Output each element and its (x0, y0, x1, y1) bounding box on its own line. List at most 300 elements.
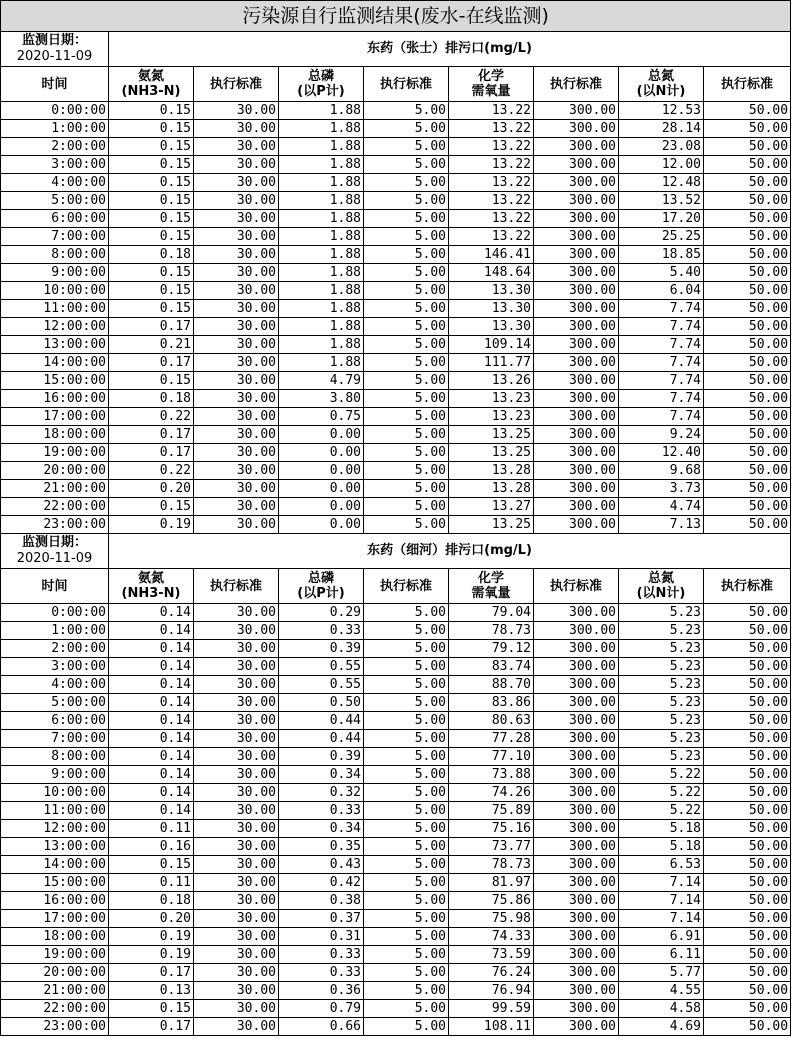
cell-total-phosphorus: 1.88 (279, 354, 364, 372)
cell-nitrogen-standard: 50.00 (704, 192, 791, 210)
cell-nitrogen-standard: 50.00 (704, 658, 791, 676)
cell-ammonia-nitrogen: 0.15 (109, 156, 194, 174)
cell-time: 14:00:00 (1, 354, 109, 372)
cell-ammonia-nitrogen: 0.20 (109, 480, 194, 498)
cell-cod-standard: 300.00 (534, 838, 619, 856)
cell-total-nitrogen: 4.58 (619, 1000, 704, 1018)
cell-cod: 109.14 (449, 336, 534, 354)
cell-nitrogen-standard: 50.00 (704, 676, 791, 694)
table-row (1, 712, 791, 730)
table-row (1, 498, 791, 516)
cell-cod-standard: 300.00 (534, 676, 619, 694)
table-row (1, 928, 791, 946)
table-row (1, 874, 791, 892)
header-cod-standard (534, 569, 619, 604)
cell-cod-standard: 300.00 (534, 282, 619, 300)
cell-phosphorus-standard: 5.00 (364, 910, 449, 928)
cell-time: 16:00:00 (1, 390, 109, 408)
cell-time: 16:00:00 (1, 892, 109, 910)
table-row (1, 120, 791, 138)
cell-time: 21:00:00 (1, 480, 109, 498)
header-total-phosphorus (279, 67, 364, 102)
cell-ammonia-nitrogen: 0.17 (109, 444, 194, 462)
cell-cod: 13.23 (449, 390, 534, 408)
cell-total-nitrogen: 5.22 (619, 766, 704, 784)
cell-nitrogen-standard: 50.00 (704, 964, 791, 982)
cell-cod: 75.86 (449, 892, 534, 910)
cell-total-phosphorus: 0.39 (279, 640, 364, 658)
header-cod (449, 569, 534, 604)
cell-total-phosphorus: 1.88 (279, 138, 364, 156)
cell-total-nitrogen: 25.25 (619, 228, 704, 246)
cell-ammonia-standard: 30.00 (194, 210, 279, 228)
cell-total-phosphorus: 0.00 (279, 462, 364, 480)
cell-ammonia-standard: 30.00 (194, 246, 279, 264)
cell-time: 13:00:00 (1, 838, 109, 856)
cell-total-nitrogen: 5.23 (619, 676, 704, 694)
cell-time: 1:00:00 (1, 120, 109, 138)
cell-total-nitrogen: 13.52 (619, 192, 704, 210)
table-row (1, 336, 791, 354)
cell-ammonia-standard: 30.00 (194, 1000, 279, 1018)
cell-ammonia-nitrogen: 0.11 (109, 874, 194, 892)
table-row (1, 282, 791, 300)
cell-cod-standard: 300.00 (534, 426, 619, 444)
cell-phosphorus-standard: 5.00 (364, 856, 449, 874)
cell-nitrogen-standard: 50.00 (704, 910, 791, 928)
cell-phosphorus-standard: 5.00 (364, 336, 449, 354)
cell-cod: 77.10 (449, 748, 534, 766)
header-total-nitrogen (619, 67, 704, 102)
cell-ammonia-standard: 30.00 (194, 910, 279, 928)
cell-cod: 79.04 (449, 604, 534, 622)
cell-phosphorus-standard: 5.00 (364, 820, 449, 838)
cell-total-phosphorus: 0.42 (279, 874, 364, 892)
cell-nitrogen-standard: 50.00 (704, 622, 791, 640)
cell-cod-standard: 300.00 (534, 604, 619, 622)
cell-total-nitrogen: 7.14 (619, 892, 704, 910)
cell-ammonia-nitrogen: 0.14 (109, 694, 194, 712)
cell-phosphorus-standard: 5.00 (364, 640, 449, 658)
cell-ammonia-standard: 30.00 (194, 426, 279, 444)
cell-nitrogen-standard: 50.00 (704, 246, 791, 264)
cell-phosphorus-standard: 5.00 (364, 156, 449, 174)
cell-ammonia-standard: 30.00 (194, 336, 279, 354)
cell-total-phosphorus: 0.00 (279, 426, 364, 444)
header-line-1: 氨氮 (137, 571, 164, 586)
cell-ammonia-nitrogen: 0.17 (109, 318, 194, 336)
cell-ammonia-standard: 30.00 (194, 694, 279, 712)
table-row (1, 640, 791, 658)
cell-ammonia-nitrogen: 0.15 (109, 282, 194, 300)
cell-total-nitrogen: 5.23 (619, 712, 704, 730)
cell-ammonia-nitrogen: 0.15 (109, 192, 194, 210)
cell-phosphorus-standard: 5.00 (364, 1000, 449, 1018)
cell-nitrogen-standard: 50.00 (704, 300, 791, 318)
cell-cod-standard: 300.00 (534, 748, 619, 766)
cell-ammonia-standard: 30.00 (194, 766, 279, 784)
header-total-nitrogen (619, 569, 704, 604)
cell-total-nitrogen: 5.22 (619, 802, 704, 820)
cell-ammonia-nitrogen: 0.13 (109, 982, 194, 1000)
cell-time: 8:00:00 (1, 748, 109, 766)
cell-total-nitrogen: 5.77 (619, 964, 704, 982)
cell-ammonia-nitrogen: 0.15 (109, 1000, 194, 1018)
cell-time: 18:00:00 (1, 426, 109, 444)
cell-ammonia-nitrogen: 0.22 (109, 408, 194, 426)
header-ammonia-nitrogen (109, 67, 194, 102)
cell-nitrogen-standard: 50.00 (704, 604, 791, 622)
cell-nitrogen-standard: 50.00 (704, 640, 791, 658)
cell-phosphorus-standard: 5.00 (364, 676, 449, 694)
cell-time: 2:00:00 (1, 138, 109, 156)
cell-total-nitrogen: 12.40 (619, 444, 704, 462)
cell-nitrogen-standard: 50.00 (704, 766, 791, 784)
cell-phosphorus-standard: 5.00 (364, 946, 449, 964)
cell-ammonia-standard: 30.00 (194, 228, 279, 246)
cell-phosphorus-standard: 5.00 (364, 604, 449, 622)
header-time (1, 67, 109, 102)
monitoring-date (1, 32, 109, 67)
header-line-1: 执行标准 (379, 76, 432, 92)
cell-cod-standard: 300.00 (534, 658, 619, 676)
cell-ammonia-standard: 30.00 (194, 264, 279, 282)
outlet-name: 东药（细河）排污口(mg/L) (109, 534, 791, 569)
cell-cod-standard: 300.00 (534, 498, 619, 516)
cell-time: 22:00:00 (1, 498, 109, 516)
header-cod (449, 67, 534, 102)
cell-ammonia-standard: 30.00 (194, 856, 279, 874)
cell-ammonia-nitrogen: 0.11 (109, 820, 194, 838)
cell-total-phosphorus: 0.00 (279, 498, 364, 516)
cell-total-nitrogen: 12.48 (619, 174, 704, 192)
cell-total-nitrogen: 5.23 (619, 694, 704, 712)
cell-total-nitrogen: 9.24 (619, 426, 704, 444)
date-label: 监测日期： (21, 33, 87, 48)
table-row (1, 1000, 791, 1018)
cell-time: 11:00:00 (1, 802, 109, 820)
cell-cod: 13.22 (449, 228, 534, 246)
cell-total-phosphorus: 0.66 (279, 1018, 364, 1036)
header-line-2: (以N计) (636, 84, 686, 99)
cell-nitrogen-standard: 50.00 (704, 874, 791, 892)
cell-cod-standard: 300.00 (534, 228, 619, 246)
cell-total-nitrogen: 6.04 (619, 282, 704, 300)
cell-ammonia-nitrogen: 0.14 (109, 622, 194, 640)
cell-phosphorus-standard: 5.00 (364, 1018, 449, 1036)
cell-nitrogen-standard: 50.00 (704, 1000, 791, 1018)
cell-cod: 13.28 (449, 480, 534, 498)
cell-time: 23:00:00 (1, 1018, 109, 1036)
cell-ammonia-standard: 30.00 (194, 480, 279, 498)
cell-cod: 77.28 (449, 730, 534, 748)
cell-time: 20:00:00 (1, 462, 109, 480)
cell-time: 9:00:00 (1, 766, 109, 784)
table-row (1, 766, 791, 784)
cell-total-nitrogen: 6.11 (619, 946, 704, 964)
cell-phosphorus-standard: 5.00 (364, 784, 449, 802)
header-line-1: 氨氮 (137, 69, 164, 84)
cell-ammonia-nitrogen: 0.14 (109, 640, 194, 658)
cell-cod: 13.22 (449, 138, 534, 156)
header-nitrogen-standard (704, 569, 791, 604)
cell-cod-standard: 300.00 (534, 694, 619, 712)
cell-ammonia-nitrogen: 0.17 (109, 964, 194, 982)
cell-phosphorus-standard: 5.00 (364, 694, 449, 712)
cell-phosphorus-standard: 5.00 (364, 748, 449, 766)
header-line-1: 总氮 (647, 69, 674, 84)
cell-cod: 80.63 (449, 712, 534, 730)
cell-total-phosphorus: 1.88 (279, 174, 364, 192)
cell-total-phosphorus: 0.34 (279, 820, 364, 838)
table-row (1, 676, 791, 694)
cell-total-nitrogen: 7.14 (619, 874, 704, 892)
cell-ammonia-standard: 30.00 (194, 120, 279, 138)
header-line-2: 需氧量 (471, 586, 511, 601)
table-row (1, 784, 791, 802)
cell-cod-standard: 300.00 (534, 102, 619, 120)
table-row (1, 318, 791, 336)
cell-phosphorus-standard: 5.00 (364, 408, 449, 426)
cell-phosphorus-standard: 5.00 (364, 228, 449, 246)
cell-cod-standard: 300.00 (534, 910, 619, 928)
cell-phosphorus-standard: 5.00 (364, 730, 449, 748)
cell-time: 4:00:00 (1, 174, 109, 192)
cell-cod: 13.23 (449, 408, 534, 426)
cell-cod-standard: 300.00 (534, 1018, 619, 1036)
cell-total-nitrogen: 7.74 (619, 300, 704, 318)
cell-cod-standard: 300.00 (534, 444, 619, 462)
cell-time: 12:00:00 (1, 820, 109, 838)
header-nitrogen-standard (704, 67, 791, 102)
cell-nitrogen-standard: 50.00 (704, 462, 791, 480)
header-line-2: (NH3-N) (121, 84, 181, 99)
cell-phosphorus-standard: 5.00 (364, 622, 449, 640)
cell-total-phosphorus: 1.88 (279, 228, 364, 246)
cell-nitrogen-standard: 50.00 (704, 372, 791, 390)
cell-cod: 73.77 (449, 838, 534, 856)
cell-time: 8:00:00 (1, 246, 109, 264)
cell-time: 3:00:00 (1, 156, 109, 174)
cell-total-phosphorus: 0.75 (279, 408, 364, 426)
cell-total-phosphorus: 4.79 (279, 372, 364, 390)
cell-phosphorus-standard: 5.00 (364, 516, 449, 534)
cell-total-nitrogen: 4.74 (619, 498, 704, 516)
cell-ammonia-standard: 30.00 (194, 390, 279, 408)
cell-cod-standard: 300.00 (534, 622, 619, 640)
cell-phosphorus-standard: 5.00 (364, 372, 449, 390)
header-line-2: (NH3-N) (121, 586, 181, 601)
cell-cod-standard: 300.00 (534, 264, 619, 282)
cell-time: 10:00:00 (1, 784, 109, 802)
cell-time: 5:00:00 (1, 694, 109, 712)
date-value: 2020-11-09 (16, 551, 93, 566)
table-row (1, 946, 791, 964)
cell-cod-standard: 300.00 (534, 712, 619, 730)
cell-nitrogen-standard: 50.00 (704, 498, 791, 516)
cell-ammonia-standard: 30.00 (194, 892, 279, 910)
cell-phosphorus-standard: 5.00 (364, 964, 449, 982)
cell-nitrogen-standard: 50.00 (704, 390, 791, 408)
cell-time: 10:00:00 (1, 282, 109, 300)
cell-nitrogen-standard: 50.00 (704, 838, 791, 856)
header-line-1: 执行标准 (379, 578, 432, 594)
cell-total-nitrogen: 9.68 (619, 462, 704, 480)
cell-phosphorus-standard: 5.00 (364, 838, 449, 856)
cell-total-phosphorus: 0.34 (279, 766, 364, 784)
cell-phosphorus-standard: 5.00 (364, 390, 449, 408)
cell-total-phosphorus: 0.33 (279, 622, 364, 640)
cell-nitrogen-standard: 50.00 (704, 426, 791, 444)
cell-cod: 13.22 (449, 210, 534, 228)
cell-cod-standard: 300.00 (534, 318, 619, 336)
cell-total-nitrogen: 5.23 (619, 622, 704, 640)
cell-cod: 13.26 (449, 372, 534, 390)
cell-nitrogen-standard: 50.00 (704, 712, 791, 730)
cell-ammonia-standard: 30.00 (194, 318, 279, 336)
outlet-name: 东药（张士）排污口(mg/L) (109, 32, 791, 67)
cell-cod-standard: 300.00 (534, 892, 619, 910)
header-line-1: 化学 (477, 571, 504, 586)
table-row (1, 658, 791, 676)
cell-total-phosphorus: 0.55 (279, 658, 364, 676)
cell-ammonia-standard: 30.00 (194, 874, 279, 892)
cell-phosphorus-standard: 5.00 (364, 462, 449, 480)
cell-total-nitrogen: 5.22 (619, 784, 704, 802)
cell-time: 3:00:00 (1, 658, 109, 676)
cell-total-phosphorus: 1.88 (279, 246, 364, 264)
header-line-1: 时间 (41, 578, 68, 594)
cell-cod-standard: 300.00 (534, 246, 619, 264)
table-row (1, 408, 791, 426)
cell-ammonia-nitrogen: 0.17 (109, 354, 194, 372)
cell-total-nitrogen: 5.40 (619, 264, 704, 282)
cell-nitrogen-standard: 50.00 (704, 820, 791, 838)
cell-ammonia-standard: 30.00 (194, 928, 279, 946)
cell-total-phosphorus: 1.88 (279, 300, 364, 318)
cell-cod: 78.73 (449, 622, 534, 640)
cell-cod: 78.73 (449, 856, 534, 874)
cell-ammonia-nitrogen: 0.15 (109, 300, 194, 318)
cell-nitrogen-standard: 50.00 (704, 444, 791, 462)
cell-cod: 73.59 (449, 946, 534, 964)
header-total-phosphorus (279, 569, 364, 604)
cell-total-phosphorus: 0.37 (279, 910, 364, 928)
header-ammonia-standard (194, 569, 279, 604)
header-line-1: 总磷 (307, 69, 334, 84)
cell-cod: 76.24 (449, 964, 534, 982)
cell-total-phosphorus: 1.88 (279, 156, 364, 174)
header-line-1: 总氮 (647, 571, 674, 586)
table-row (1, 516, 791, 534)
cell-total-phosphorus: 1.88 (279, 336, 364, 354)
cell-time: 1:00:00 (1, 622, 109, 640)
cell-ammonia-standard: 30.00 (194, 102, 279, 120)
cell-ammonia-nitrogen: 0.14 (109, 712, 194, 730)
cell-cod: 74.26 (449, 784, 534, 802)
cell-total-phosphorus: 0.50 (279, 694, 364, 712)
cell-total-nitrogen: 3.73 (619, 480, 704, 498)
cell-total-phosphorus: 1.88 (279, 210, 364, 228)
cell-cod: 13.28 (449, 462, 534, 480)
cell-ammonia-nitrogen: 0.14 (109, 748, 194, 766)
cell-cod-standard: 300.00 (534, 174, 619, 192)
table-row (1, 426, 791, 444)
cell-cod-standard: 300.00 (534, 640, 619, 658)
cell-total-nitrogen: 5.23 (619, 658, 704, 676)
cell-ammonia-nitrogen: 0.19 (109, 928, 194, 946)
cell-total-nitrogen: 7.74 (619, 408, 704, 426)
cell-nitrogen-standard: 50.00 (704, 856, 791, 874)
cell-time: 17:00:00 (1, 408, 109, 426)
table-row (1, 802, 791, 820)
cell-phosphorus-standard: 5.00 (364, 444, 449, 462)
cell-total-nitrogen: 7.13 (619, 516, 704, 534)
cell-nitrogen-standard: 50.00 (704, 892, 791, 910)
table-row (1, 480, 791, 498)
cell-total-phosphorus: 0.00 (279, 480, 364, 498)
cell-time: 11:00:00 (1, 300, 109, 318)
table-row (1, 102, 791, 120)
cell-nitrogen-standard: 50.00 (704, 408, 791, 426)
cell-ammonia-standard: 30.00 (194, 622, 279, 640)
table-row (1, 372, 791, 390)
date-value: 2020-11-09 (16, 49, 93, 64)
cell-ammonia-standard: 30.00 (194, 354, 279, 372)
cell-total-nitrogen: 4.55 (619, 982, 704, 1000)
cell-phosphorus-standard: 5.00 (364, 892, 449, 910)
column-header-row (1, 67, 791, 102)
cell-cod: 148.64 (449, 264, 534, 282)
cell-ammonia-standard: 30.00 (194, 658, 279, 676)
cell-cod: 73.88 (449, 766, 534, 784)
table-row (1, 390, 791, 408)
cell-time: 5:00:00 (1, 192, 109, 210)
cell-total-nitrogen: 17.20 (619, 210, 704, 228)
cell-ammonia-nitrogen: 0.14 (109, 658, 194, 676)
cell-cod-standard: 300.00 (534, 766, 619, 784)
cell-total-phosphorus: 0.33 (279, 964, 364, 982)
cell-phosphorus-standard: 5.00 (364, 712, 449, 730)
cell-cod-standard: 300.00 (534, 138, 619, 156)
cell-ammonia-standard: 30.00 (194, 156, 279, 174)
cell-nitrogen-standard: 50.00 (704, 748, 791, 766)
header-line-2: 需氧量 (471, 84, 511, 99)
cell-total-nitrogen: 5.23 (619, 604, 704, 622)
cell-ammonia-standard: 30.00 (194, 408, 279, 426)
cell-cod-standard: 300.00 (534, 336, 619, 354)
cell-phosphorus-standard: 5.00 (364, 658, 449, 676)
cell-ammonia-nitrogen: 0.14 (109, 676, 194, 694)
cell-total-nitrogen: 5.23 (619, 748, 704, 766)
cell-ammonia-standard: 30.00 (194, 964, 279, 982)
cell-cod: 13.30 (449, 318, 534, 336)
cell-cod-standard: 300.00 (534, 802, 619, 820)
cell-nitrogen-standard: 50.00 (704, 318, 791, 336)
cell-cod-standard: 300.00 (534, 480, 619, 498)
table-row (1, 264, 791, 282)
cell-phosphorus-standard: 5.00 (364, 210, 449, 228)
table-row (1, 964, 791, 982)
cell-ammonia-nitrogen: 0.14 (109, 730, 194, 748)
cell-ammonia-standard: 30.00 (194, 444, 279, 462)
cell-time: 19:00:00 (1, 946, 109, 964)
cell-ammonia-standard: 30.00 (194, 982, 279, 1000)
cell-ammonia-nitrogen: 0.15 (109, 498, 194, 516)
cell-cod: 13.27 (449, 498, 534, 516)
cell-cod: 76.94 (449, 982, 534, 1000)
cell-total-phosphorus: 0.44 (279, 712, 364, 730)
